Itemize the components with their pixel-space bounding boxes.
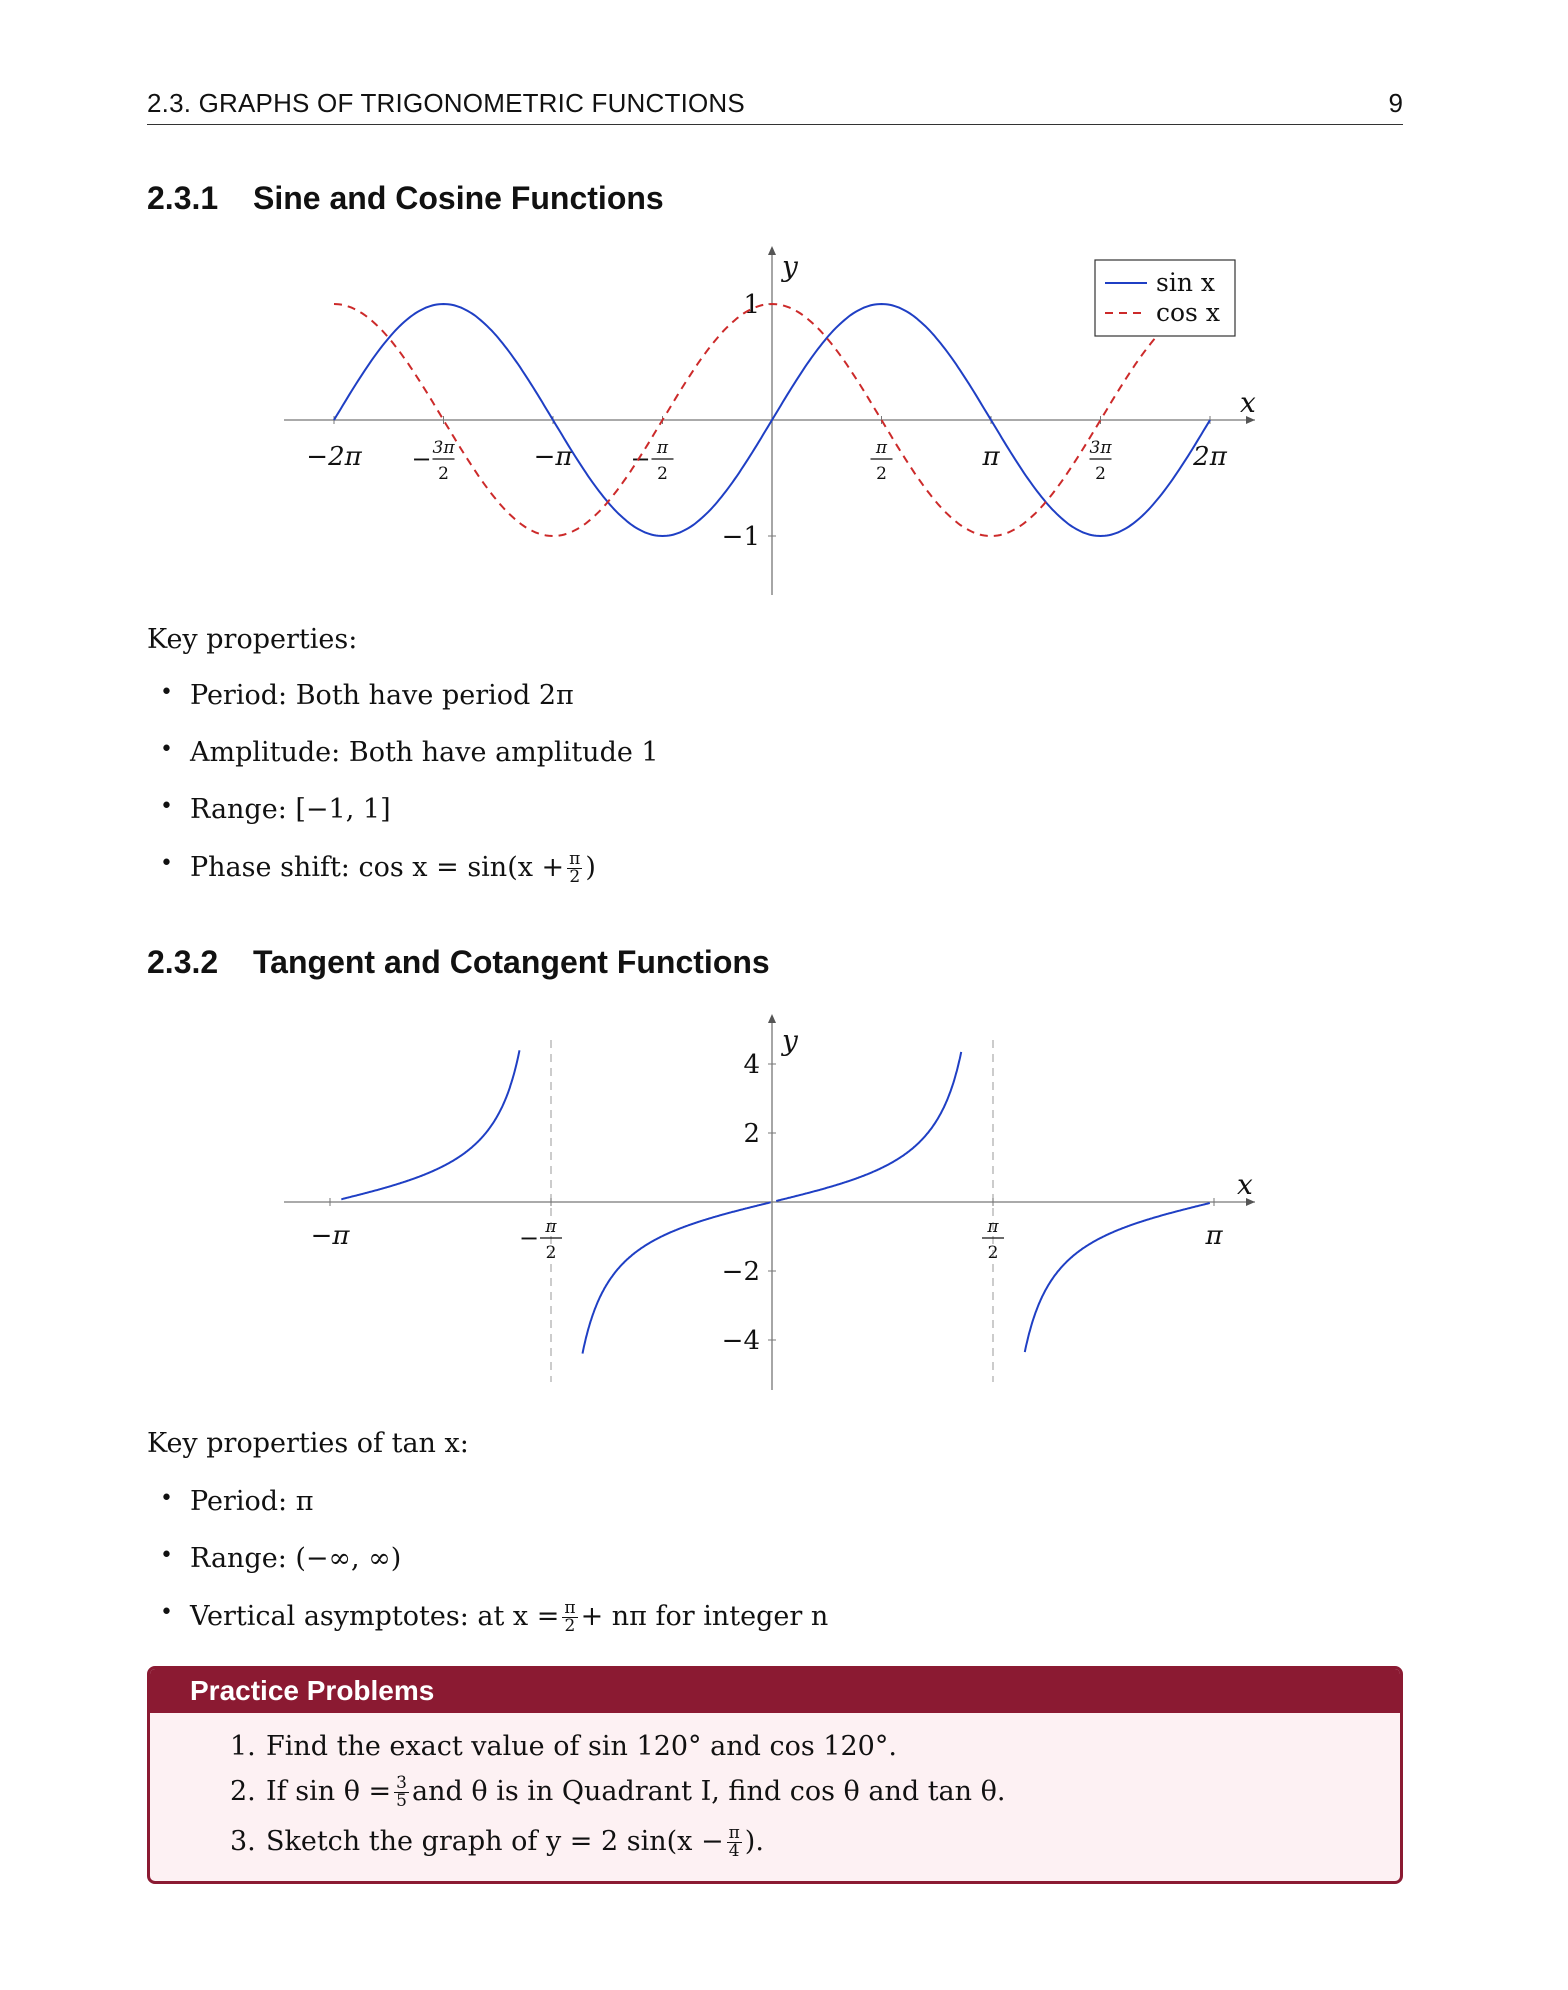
section-heading-sine-cosine bbox=[147, 180, 664, 217]
list-item: • Range: [−1, 1] bbox=[190, 794, 659, 851]
x-tick-label-num: π bbox=[656, 438, 669, 458]
section-number: 2.3.1 bbox=[147, 180, 219, 216]
y-axis-label: y bbox=[782, 1024, 798, 1057]
x-tick-label: 2π bbox=[1193, 442, 1227, 472]
y-tick-label: 4 bbox=[743, 1050, 760, 1080]
x-tick-label-num: π bbox=[987, 1217, 999, 1237]
running-header bbox=[147, 88, 1403, 125]
sine-cosine-chart bbox=[260, 240, 1280, 610]
tan-curve-branch bbox=[1025, 1203, 1210, 1352]
practice-problems-list bbox=[230, 1731, 1005, 1869]
list-item: • Vertical asymptotes: at x = $\frac{\pi}{2}$ + nπ for integer n bbox=[190, 1600, 828, 1657]
x-tick-label: π bbox=[982, 442, 1000, 472]
y-tick-label: 1 bbox=[743, 290, 760, 320]
y-tick-label: −1 bbox=[721, 522, 760, 552]
x-tick-label-num: 3π bbox=[1089, 438, 1112, 458]
fraction: $\frac{\pi}{2}$ bbox=[564, 1598, 576, 1636]
x-tick-label-sign: − bbox=[630, 445, 651, 473]
y-axis-label: y bbox=[782, 250, 798, 283]
list-item: • Phase shift: cos x = sin(x + $\frac{\pi}{2}$ ) bbox=[190, 851, 659, 908]
y-tick-label: −2 bbox=[721, 1257, 760, 1287]
tan-curve-branch bbox=[341, 1050, 519, 1199]
x-tick-label: π bbox=[1205, 1221, 1223, 1251]
section-title: Sine and Cosine Functions bbox=[253, 180, 664, 216]
x-tick-label-num: 3π bbox=[432, 438, 455, 458]
practice-problems-box bbox=[147, 1666, 1403, 1884]
x-tick-label-den: 2 bbox=[876, 464, 887, 484]
list-item: 3. Sketch the graph of y = 2 sin(x − $\frac{\pi}{4}$ ). bbox=[230, 1823, 764, 1861]
x-tick-label-den: 2 bbox=[1095, 464, 1106, 484]
list-item: 2. If sin θ = $\frac{3}{5}$ and θ is in Quadrant I, find cos θ and tan θ. bbox=[230, 1773, 1006, 1811]
x-tick-label-den: 2 bbox=[545, 1243, 557, 1263]
practice-problems-title: Practice Problems bbox=[190, 1675, 435, 1706]
sine-cosine-properties-list bbox=[190, 680, 659, 908]
section-title: Tangent and Cotangent Functions bbox=[253, 944, 770, 980]
x-tick-label: −π bbox=[533, 442, 573, 472]
x-tick-label-den: 2 bbox=[657, 464, 668, 484]
key-properties-label: Key properties: bbox=[147, 624, 358, 655]
fraction: $\frac{3}{5}$ bbox=[396, 1773, 407, 1811]
list-item: • Range: (−∞, ∞) bbox=[190, 1543, 828, 1600]
y-tick-label: 2 bbox=[743, 1119, 760, 1149]
list-item: 1. Find the exact value of sin 120° and cos 120°. bbox=[230, 1731, 897, 1762]
x-tick-label-sign: − bbox=[518, 1224, 540, 1252]
section-number: 2.3.2 bbox=[147, 944, 219, 980]
x-tick-label: −2π bbox=[306, 442, 362, 472]
y-tick-label: −4 bbox=[721, 1326, 760, 1356]
running-header-title: 2.3. GRAPHS OF TRIGONOMETRIC FUNCTIONS bbox=[147, 88, 745, 118]
tangent-properties-list bbox=[190, 1486, 828, 1657]
x-tick-label: −π bbox=[310, 1221, 350, 1251]
section-heading-tangent-cotangent bbox=[147, 944, 770, 981]
key-properties-tan-label: Key properties of tan x: bbox=[147, 1428, 469, 1459]
list-item: • Amplitude: Both have amplitude 1 bbox=[190, 737, 659, 794]
x-tick-label-sign: − bbox=[411, 445, 432, 473]
y-axis-arrow bbox=[768, 246, 776, 255]
list-item: • Period: Both have period 2π bbox=[190, 680, 659, 737]
legend-label: cos x bbox=[1156, 298, 1220, 327]
x-axis-label: x bbox=[1240, 386, 1256, 419]
y-axis-arrow bbox=[768, 1014, 776, 1023]
tan-curve-branch bbox=[776, 1052, 961, 1201]
page-number: 9 bbox=[1388, 88, 1403, 118]
fraction: $\frac{\pi}{2}$ bbox=[569, 849, 581, 887]
x-tick-label-den: 2 bbox=[438, 464, 449, 484]
list-item: • Period: π bbox=[190, 1486, 828, 1543]
x-tick-label-den: 2 bbox=[987, 1243, 999, 1263]
practice-problems-header bbox=[150, 1669, 1400, 1713]
x-axis-label: x bbox=[1237, 1168, 1253, 1201]
tangent-chart bbox=[260, 1010, 1280, 1410]
x-tick-label-num: π bbox=[875, 438, 888, 458]
x-tick-label-num: π bbox=[545, 1217, 557, 1237]
fraction: $\frac{\pi}{4}$ bbox=[728, 1823, 740, 1861]
legend-label: sin x bbox=[1156, 268, 1215, 297]
